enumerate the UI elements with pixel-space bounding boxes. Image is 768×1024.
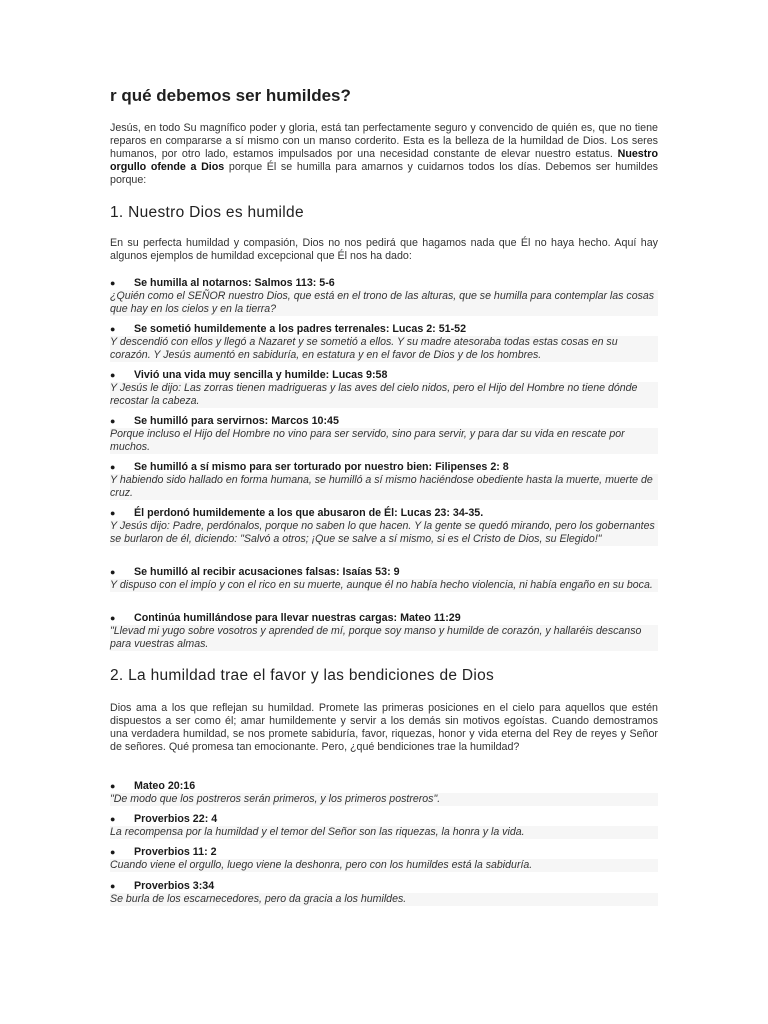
section2-intro: Dios ama a los que reflejan su humildad. Promete las primeras posiciones en el cielo para aquellos que estén dispuestos a ser como él; amar humildemente y servir a los demás sin motivos egoístas. Cuando demostramos una verdadera humildad, se nos promete sabiduría, favor, riquezas, honor y vida eterna del Rey de reyes y Señor de señores. Qué promesa tan emocionante. Pero, ¿qué bendiciones trae la humildad?: [110, 702, 658, 754]
verse-quote: Y dispuso con el impío y con el rico en su muerte, aunque él no había hecho violencia, ni había engaño en su boca.: [110, 579, 658, 592]
bullet-icon: ●: [110, 847, 116, 857]
verse-reference: ● Se sometió humildemente a los padres terrenales: Lucas 2: 51-52: [110, 323, 467, 335]
bullet-icon: ●: [110, 881, 116, 891]
verse-quote: Cuando viene el orgullo, luego viene la deshonra, pero con los humildes está la sabiduría.: [110, 859, 658, 872]
verse-reference: ● Se humilló al recibir acusaciones falsas: Isaías 53: 9: [110, 566, 400, 578]
verse-quote: Y habiendo sido hallado en forma humana, se humilló a sí mismo haciéndose obediente hasta la muerte, muerte de cruz.: [110, 474, 658, 500]
verse-item: [110, 507, 658, 546]
verse-item: [110, 612, 658, 651]
verse-item: [110, 415, 658, 454]
verse-item: [110, 277, 658, 316]
verse-quote: "De modo que los postreros serán primeros, y los primeros postreros".: [110, 793, 658, 806]
verse-item: [110, 323, 658, 362]
verse-quote: "Llevad mi yugo sobre vosotros y aprended de mí, porque soy manso y humilde de corazón, y hallaréis descanso para vuestras almas.: [110, 625, 658, 651]
verse-item: [110, 780, 658, 806]
verse-item: [110, 880, 658, 906]
bullet-icon: ●: [110, 814, 116, 824]
verse-reference: ● Proverbios 22: 4: [110, 813, 218, 825]
bullet-icon: ●: [110, 416, 116, 426]
bullet-icon: ●: [110, 567, 116, 577]
verse-reference: ● Se humilló a sí mismo para ser torturado por nuestro bien: Filipenses 2: 8: [110, 461, 509, 473]
bullet-icon: ●: [110, 324, 116, 334]
section2-heading: 2. La humildad trae el favor y las bendiciones de Dios: [110, 667, 495, 684]
bullet-icon: ●: [110, 278, 116, 288]
section1-heading: 1. Nuestro Dios es humilde: [110, 204, 304, 221]
intro-bold-text: Nuestro orgullo ofende a Dios: [110, 148, 658, 174]
intro-text-before: Jesús, en todo Su magnífico poder y gloria, está tan perfectamente seguro y convencido de quién es, que no tiene reparos en compararse a sí mismo con un manso corderito. Esta es la belleza de la humildad de Dios. Los seres humanos, por otro lado, estamos impulsados por una necesidad constante de elevar nuestro estatus.: [110, 122, 658, 161]
verse-reference: ● Proverbios 3:34: [110, 880, 215, 892]
verse-quote: Se burla de los escarnecedores, pero da gracia a los humildes.: [110, 893, 658, 906]
bullet-icon: ●: [110, 508, 116, 518]
verse-reference: ● Se humilla al notarnos: Salmos 113: 5-6: [110, 277, 335, 289]
verse-quote: La recompensa por la humildad y el temor del Señor son las riquezas, la honra y la vida.: [110, 826, 658, 839]
verse-reference: ● Continúa humillándose para llevar nuestras cargas: Mateo 11:29: [110, 612, 461, 624]
verse-reference: ● Él perdonó humildemente a los que abusaron de Él: Lucas 23: 34-35.: [110, 507, 484, 519]
verse-quote: Y Jesús dijo: Padre, perdónalos, porque no saben lo que hacen. Y la gente se quedó mirando, pero los gobernantes se burlaron de él, diciendo: "Salvó a otros; ¡Que se salve a sí mismo, si es el Cristo de Dios, su Elegido!": [110, 520, 658, 546]
intro-paragraph: [110, 122, 658, 187]
bullet-icon: ●: [110, 781, 116, 791]
section1-intro: En su perfecta humildad y compasión, Dios no nos pedirá que hagamos nada que Él no haya hecho. Aquí hay algunos ejemplos de humildad excepcional que Él nos ha dado:: [110, 237, 658, 263]
verse-reference: ● Proverbios 11: 2: [110, 846, 217, 858]
verse-item: [110, 461, 658, 500]
verse-quote: Y descendió con ellos y llegó a Nazaret y se sometió a ellos. Y su madre atesoraba todas estas cosas en su corazón. Y Jesús aumentó en sabiduría, en estatura y en el favor de Dios y de los hombres.: [110, 336, 658, 362]
bullet-icon: ●: [110, 462, 116, 472]
verse-item: [110, 846, 658, 872]
verse-quote: Y Jesús le dijo: Las zorras tienen madrigueras y las aves del cielo nidos, pero el Hijo del Hombre no tiene dónde recostar la cabeza.: [110, 382, 658, 408]
verse-item: [110, 369, 658, 408]
page-title: r qué debemos ser humildes?: [110, 86, 351, 105]
verse-quote: ¿Quién como el SEÑOR nuestro Dios, que está en el trono de las alturas, que se humilla para contemplar las cosas que hay en los cielos y en la tierra?: [110, 290, 658, 316]
bullet-icon: ●: [110, 613, 116, 623]
intro-text-after: porque Él se humilla para amarnos y cuidarnos todos los días. Debemos ser humildes porque:: [110, 161, 658, 187]
verse-item: [110, 566, 658, 592]
verse-reference: ● Vivió una vida muy sencilla y humilde: Lucas 9:58: [110, 369, 388, 381]
verse-quote: Porque incluso el Hijo del Hombre no vino para ser servido, sino para servir, y para dar su vida en rescate por muchos.: [110, 428, 658, 454]
verse-item: [110, 813, 658, 839]
verse-reference: ● Mateo 20:16: [110, 780, 196, 792]
verse-reference: ● Se humilló para servirnos: Marcos 10:45: [110, 415, 339, 427]
bullet-icon: ●: [110, 370, 116, 380]
